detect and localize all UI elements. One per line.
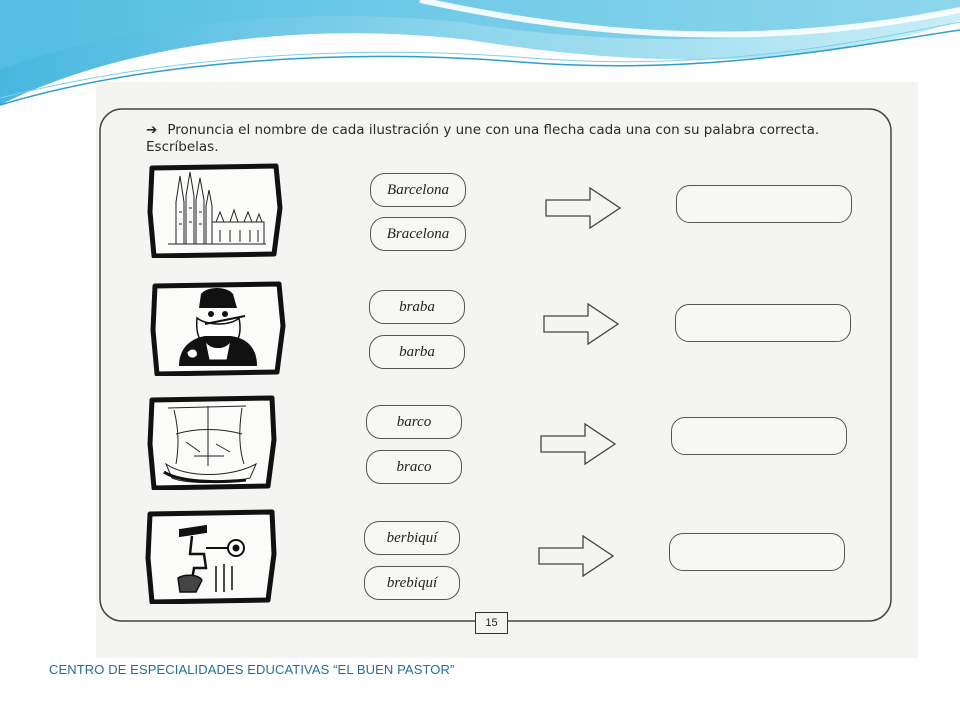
option-barco[interactable]: barco	[366, 405, 462, 439]
right-arrow-icon	[539, 422, 619, 466]
answer-box-2[interactable]	[675, 304, 851, 342]
answer-box-4[interactable]	[669, 533, 845, 571]
instruction-line-1: Pronuncia el nombre de cada ilustración y une con una flecha cada una con su palabra correcta.	[167, 122, 820, 138]
right-arrow-icon	[542, 302, 622, 346]
bearded-man-icon	[149, 280, 287, 376]
arrow-bullet-icon: ➔	[146, 122, 158, 138]
option-barba[interactable]: barba	[369, 335, 465, 369]
footer-institution: CENTRO DE ESPECIALIDADES EDUCATIVAS “EL BUEN PASTOR”	[49, 662, 455, 677]
ship-icon	[146, 394, 278, 490]
right-arrow-icon	[544, 186, 624, 230]
option-brebiqui[interactable]: brebiquí	[364, 566, 460, 600]
option-barcelona[interactable]: Barcelona	[370, 173, 466, 207]
hand-drill-icon	[144, 508, 278, 604]
option-berbiqui[interactable]: berbiquí	[364, 521, 460, 555]
option-braba[interactable]: braba	[369, 290, 465, 324]
option-bracelona[interactable]: Bracelona	[370, 217, 466, 251]
instruction-text	[146, 122, 886, 156]
answer-box-1[interactable]	[676, 185, 852, 223]
worksheet-page	[96, 82, 918, 658]
option-braco[interactable]: braco	[366, 450, 462, 484]
cathedral-icon	[146, 162, 284, 258]
right-arrow-icon	[537, 534, 617, 578]
answer-box-3[interactable]	[671, 417, 847, 455]
page-number: 15	[475, 612, 508, 634]
instruction-line-2: Escríbelas.	[146, 139, 219, 155]
